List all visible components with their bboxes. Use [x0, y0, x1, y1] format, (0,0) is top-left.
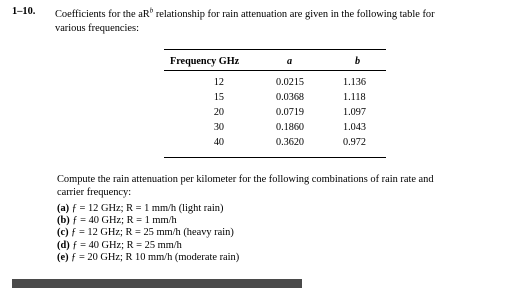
header-frequency: Frequency GHz [170, 56, 240, 67]
cell-frequency: 40 [213, 137, 224, 148]
cell-a: 0.0215 [276, 77, 305, 88]
cell-a: 0.1860 [276, 122, 305, 133]
case-c [57, 227, 239, 239]
table-row [164, 122, 386, 136]
case-text: ƒ = 40 GHz; R = 25 mm/h [72, 239, 182, 251]
problem-text-line2: various frequencies: [55, 22, 139, 34]
cell-b: 1.097 [343, 107, 366, 118]
table-row [164, 92, 386, 106]
cell-frequency: 15 [213, 92, 224, 103]
case-list [57, 203, 239, 264]
case-label: (b) [57, 215, 70, 227]
problem-text-start: Coefficients for the aR [55, 9, 150, 21]
table-rule-top [164, 49, 386, 50]
problem-text-line1 [55, 9, 435, 20]
exponent-b: b [149, 7, 154, 15]
case-e [57, 252, 239, 264]
table-row [164, 77, 386, 91]
cell-a: 0.3620 [276, 137, 305, 148]
compute-instruction [57, 174, 512, 199]
cell-b: 1.136 [343, 77, 366, 88]
cell-b: 1.043 [343, 122, 366, 133]
case-label: (c) [57, 227, 69, 239]
case-b [57, 215, 239, 227]
case-text: ƒ = 12 GHz; R = 1 mm/h (light rain) [71, 203, 224, 214]
problem-number: 1–10. [12, 6, 36, 17]
cell-frequency: 30 [213, 122, 224, 133]
table-row [164, 137, 386, 151]
case-text: ƒ = 40 GHz; R = 1 mm/h [72, 215, 177, 227]
problem-text-rest: relationship for rain attenuation are given in the following table for [153, 9, 435, 21]
table-rule-header [164, 70, 386, 71]
problem-text [12, 5, 512, 35]
header-a: a [287, 56, 293, 67]
header-b: b [355, 56, 361, 67]
cell-a: 0.0368 [276, 92, 305, 103]
case-label: (e) [57, 251, 69, 263]
cell-frequency: 12 [213, 77, 224, 88]
cell-b: 0.972 [343, 137, 366, 148]
table-rule-bottom [164, 157, 386, 158]
table-row [164, 107, 386, 121]
problem-statement [12, 5, 512, 35]
case-d [57, 240, 239, 252]
compute-line2: carrier frequency: [57, 186, 132, 198]
case-text: ƒ = 20 GHz; R 10 mm/h (moderate rain) [71, 251, 240, 263]
cell-b: 1.118 [343, 92, 366, 103]
bottom-dark-bar [12, 279, 302, 288]
case-text: ƒ = 12 GHz; R = 25 mm/h (heavy rain) [71, 227, 234, 239]
case-a [57, 203, 239, 215]
cell-frequency: 20 [213, 107, 224, 118]
case-label: (d) [57, 239, 70, 251]
cell-a: 0.0719 [276, 107, 305, 118]
case-label: (a) [57, 203, 70, 214]
compute-line1: Compute the rain attenuation per kilometer for the following combinations of rain rate and [57, 174, 434, 185]
